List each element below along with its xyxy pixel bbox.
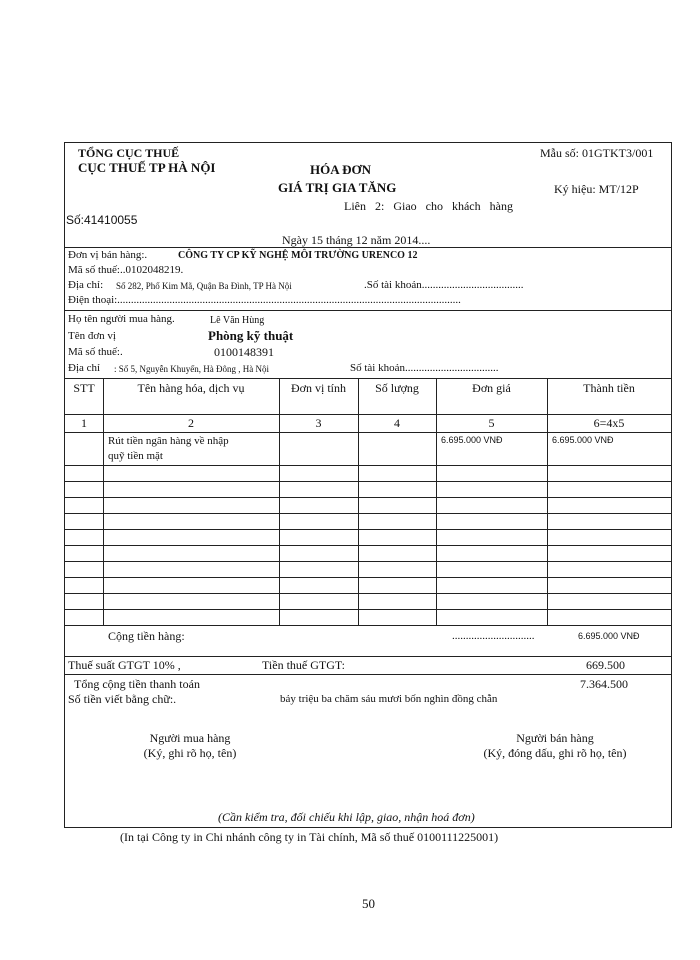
copy-line: Liên 2: Giao cho khách hàng [344,199,513,213]
table-row-line [65,545,671,546]
seller-signature-title: Người bán hàng [516,731,594,745]
table-row-line [65,481,671,482]
col-number: 3 [315,416,322,430]
seller-phone: Điện thoại:............................................................................................................................. [68,294,461,306]
buyer-signature-title: Người mua hàng [149,731,231,745]
page-number: 50 [362,896,375,911]
buyer-tax-code: 0100148391 [214,345,274,359]
col-header-qty: Số lượng [375,381,419,395]
buyer-unit-label: Tên đơn vị [68,330,116,342]
table-row-line [65,577,671,578]
invoice-date: Ngày 15 tháng 12 năm 2014.... [282,233,431,247]
col-number: 1 [81,416,87,430]
buyer-person-label: Họ tên người mua hàng. [68,313,175,325]
agency-line-1: TỔNG CỤC THUẾ [78,146,180,160]
item-name-line-1: Rút tiền ngân hàng về nhập [108,435,229,447]
divider-header [65,247,671,248]
item-amount: 6.695.000 VNĐ [552,435,614,445]
divider-subtotal [65,656,671,657]
divider-vat [65,674,671,675]
table-colnum-line [65,432,671,433]
buyer-tax-label: Mã số thuế:. [68,346,123,358]
total-label: Tổng cộng tiền thanh toán [74,677,200,691]
divider-seller [65,310,671,311]
table-row-line [65,497,671,498]
printer-note: (In tại Công ty in Chi nhánh công ty in Tài chính, Mã số thuế 0100111225001) [120,830,499,844]
col-header-amount: Thành tiền [583,381,635,395]
col-header-item: Tên hàng hóa, dịch vụ [137,381,245,395]
item-name-line-2: quỹ tiền mặt [108,450,163,462]
table-header-line [65,414,671,415]
vat-label: Tiền thuế GTGT: [262,658,345,672]
table-row-line [65,465,671,466]
invoice-number: Số:41410055 [66,213,138,227]
table-row-line [65,609,671,610]
buyer-person: Lê Văn Hùng [210,315,265,326]
table-row-line [65,529,671,530]
vat-value: 669.500 [586,658,625,672]
invoice-subtitle: GIÁ TRỊ GIA TĂNG [278,180,397,195]
agency-line-2: CỤC THUẾ TP HÀ NỘI [78,160,216,175]
buyer-signature-note: (Ký, ghi rõ họ, tên) [143,746,237,760]
subtotal-label: Cộng tiền hàng: [108,629,185,643]
seller-address: Số 282, Phố Kim Mã, Quận Ba Đình, TP Hà Nội [116,281,292,291]
total-value: 7.364.500 [580,677,628,691]
col-header-stt: STT [73,381,95,395]
col-number: 4 [394,416,400,430]
form-number: Mẫu số: 01GTKT3/001 [540,146,654,160]
buyer-address: : Số 5, Nguyễn Khuyến, Hà Đông , Hà Nội [114,364,269,374]
col-number: 5 [488,416,495,430]
col-number: 2 [188,416,194,430]
subtotal-value: 6.695.000 VNĐ [578,631,640,641]
table-row-line [65,561,671,562]
buyer-unit: Phòng kỹ thuật [208,328,294,343]
seller-tax-code: Mã số thuế:..0102048219. [68,264,184,276]
seller-name-label: Đơn vị bán hàng:. [68,249,148,261]
seller-address-label: Địa chỉ: [68,279,104,291]
buyer-account: Số tài khoản.................................. [350,362,499,374]
invoice-title: HÓA ĐƠN [310,162,372,177]
seller-name: CÔNG TY CP KỸ NGHỆ MÔI TRƯỜNG URENCO 12 [178,250,418,261]
seller-signature-note: (Ký, đóng dấu, ghi rõ họ, tên) [483,746,627,760]
invoice-symbol: Ký hiệu: MT/12P [554,182,639,196]
amount-in-words-label: Số tiền viết bằng chữ:. [68,692,177,706]
col-header-unit: Đơn vị tính [290,381,346,395]
subtotal-dots: .............................. [452,630,535,642]
table-bottom-line [65,625,671,626]
table-row-line [65,593,671,594]
vat-rate: Thuế suất GTGT 10% , [68,658,181,672]
col-header-price: Đơn giá [472,381,511,395]
buyer-address-label: Địa chỉ [68,362,101,374]
item-unit-price: 6.695.000 VNĐ [441,435,503,445]
table-top-line [65,378,671,379]
check-note: (Cần kiểm tra, đối chiếu khi lập, giao, nhận hoá đơn) [218,810,475,824]
seller-account: .Số tài khoản..................................... [364,279,524,291]
table-row-line [65,513,671,514]
amount-in-words: bảy triệu ba chăm sáu mươi bốn nghìn đồng chẵn [280,693,498,705]
col-number: 6=4x5 [593,416,625,430]
